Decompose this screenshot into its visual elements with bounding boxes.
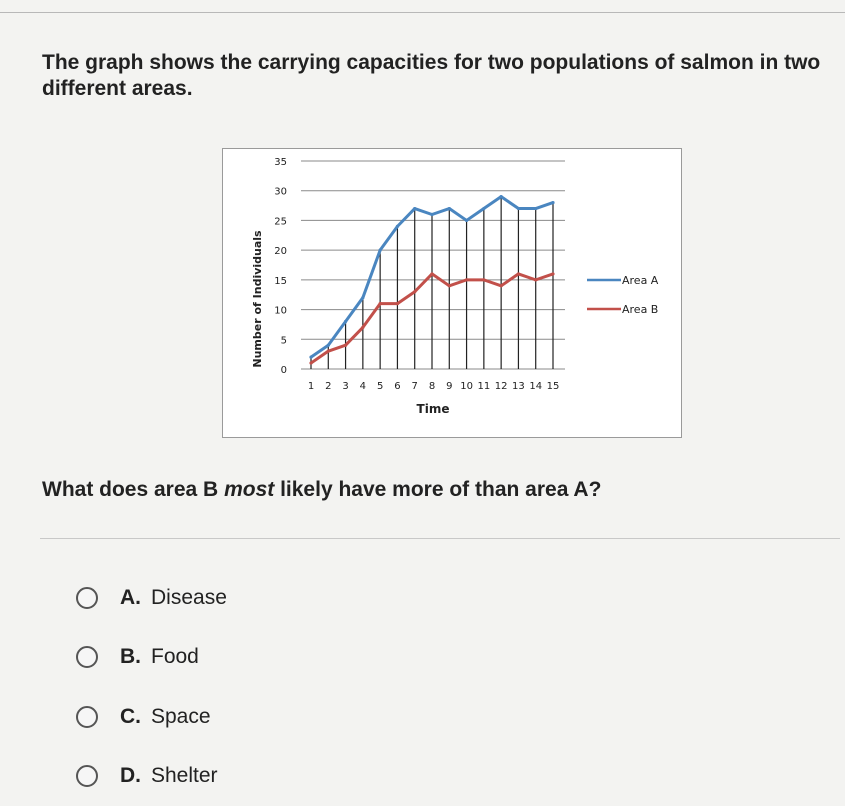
y-tick-label: 25 bbox=[274, 216, 287, 228]
data-point-area-a bbox=[309, 356, 312, 359]
data-point-area-b bbox=[430, 272, 433, 275]
answer-option-a[interactable] bbox=[76, 581, 227, 615]
answer-option-c[interactable] bbox=[76, 700, 211, 734]
section-divider bbox=[40, 538, 840, 539]
data-point-area-a bbox=[327, 344, 330, 347]
data-point-area-b bbox=[482, 278, 485, 281]
option-text-b: Food bbox=[151, 645, 199, 668]
y-tick-label: 15 bbox=[274, 275, 287, 287]
x-tick-label: 12 bbox=[494, 381, 508, 392]
x-tick-label: 14 bbox=[529, 381, 543, 392]
data-point-area-b bbox=[344, 344, 347, 347]
legend-label-area-a: Area A bbox=[622, 274, 659, 287]
option-letter-d: D. bbox=[120, 764, 141, 787]
y-axis-title: Number of Individuals bbox=[251, 230, 264, 368]
y-tick-label: 35 bbox=[274, 157, 287, 168]
data-point-area-a bbox=[379, 249, 382, 252]
data-point-area-a bbox=[361, 296, 364, 299]
question-text-start: What does area B bbox=[42, 478, 225, 501]
data-point-area-b bbox=[309, 361, 312, 364]
data-point-area-a bbox=[430, 213, 433, 216]
chart-svg bbox=[223, 149, 683, 439]
question-text-end: likely have more of than area A? bbox=[274, 478, 602, 501]
data-point-area-a bbox=[465, 219, 468, 222]
y-tick-label: 5 bbox=[280, 335, 287, 347]
radio-button-a[interactable] bbox=[76, 587, 98, 609]
x-tick-label: 15 bbox=[546, 381, 560, 392]
radio-button-b[interactable] bbox=[76, 646, 98, 668]
x-tick-label: 5 bbox=[376, 381, 384, 392]
radio-button-d[interactable] bbox=[76, 765, 98, 787]
data-point-area-b bbox=[327, 350, 330, 353]
x-tick-label: 3 bbox=[342, 381, 349, 392]
legend bbox=[587, 274, 659, 316]
question-prompt: The graph shows the carrying capacities for two populations of salmon in two different areas. bbox=[42, 51, 821, 100]
option-letter-b: B. bbox=[120, 645, 141, 668]
option-letter-a: A. bbox=[120, 586, 141, 609]
data-point-area-b bbox=[500, 284, 503, 287]
data-point-area-a bbox=[344, 320, 347, 323]
data-point-area-a bbox=[413, 207, 416, 210]
answer-option-b[interactable] bbox=[76, 640, 199, 674]
data-point-area-b bbox=[465, 278, 468, 281]
radio-button-c[interactable] bbox=[76, 706, 98, 728]
data-point-area-a bbox=[551, 201, 554, 204]
data-point-area-a bbox=[448, 207, 451, 210]
x-tick-label: 1 bbox=[307, 381, 315, 392]
data-point-area-b bbox=[413, 290, 416, 293]
y-tick-label: 0 bbox=[280, 365, 287, 376]
data-point-area-b bbox=[551, 272, 554, 275]
option-text-a: Disease bbox=[151, 586, 227, 609]
data-point-area-b bbox=[361, 326, 364, 329]
option-text-c: Space bbox=[151, 705, 211, 728]
x-tick-label: 13 bbox=[512, 381, 525, 392]
y-tick-label: 20 bbox=[274, 246, 287, 258]
data-point-area-a bbox=[517, 207, 520, 210]
x-tick-label: 11 bbox=[477, 381, 491, 392]
x-tick-label: 2 bbox=[325, 381, 332, 392]
data-point-area-b bbox=[534, 278, 537, 281]
x-axis-title: Time bbox=[416, 402, 450, 416]
data-point-area-b bbox=[396, 302, 399, 305]
x-tick-label: 6 bbox=[394, 381, 401, 392]
y-tick-label: 10 bbox=[274, 305, 287, 317]
data-point-area-b bbox=[517, 272, 520, 275]
legend-label-area-b: Area B bbox=[622, 303, 659, 316]
answer-option-d[interactable] bbox=[76, 759, 218, 793]
x-tick-label: 7 bbox=[411, 381, 418, 392]
data-point-area-b bbox=[448, 284, 451, 287]
x-tick-label: 8 bbox=[428, 381, 436, 392]
x-tick-label: 4 bbox=[359, 381, 367, 392]
option-text-d: Shelter bbox=[151, 764, 218, 787]
option-letter-c: C. bbox=[120, 705, 141, 728]
x-tick-label: 9 bbox=[446, 381, 453, 392]
y-tick-label: 30 bbox=[274, 186, 287, 198]
question-emphasis: most bbox=[224, 478, 275, 501]
salmon-chart bbox=[222, 148, 682, 438]
data-point-area-a bbox=[396, 225, 399, 228]
data-point-area-b bbox=[379, 302, 382, 305]
data-point-area-a bbox=[500, 195, 503, 198]
data-point-area-a bbox=[482, 207, 485, 210]
question-text bbox=[42, 478, 601, 502]
top-divider bbox=[0, 12, 845, 13]
data-point-area-a bbox=[534, 207, 537, 210]
x-tick-label: 10 bbox=[460, 381, 473, 392]
